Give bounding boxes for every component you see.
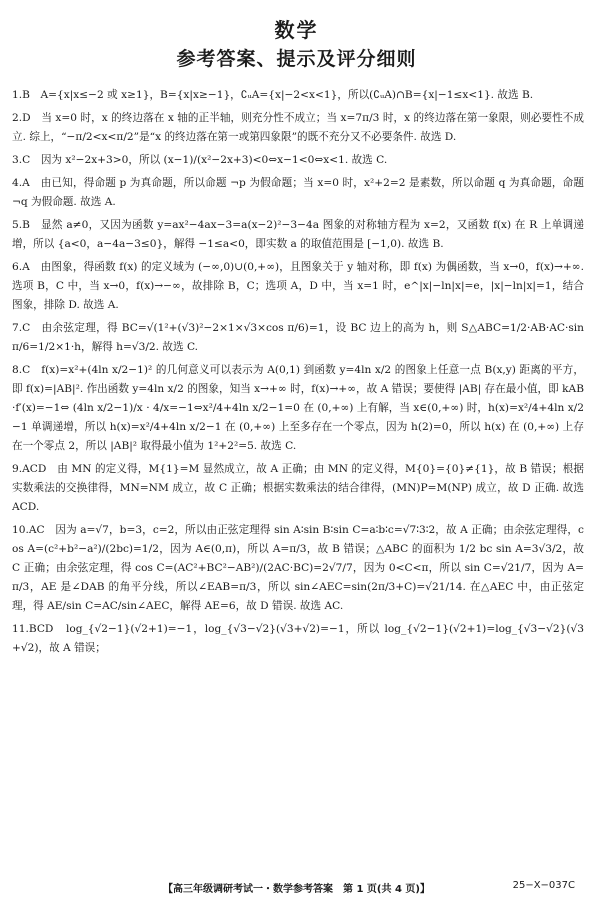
- page-subtitle: 参考答案、提示及评分细则: [176, 48, 417, 70]
- footer-page-info: 【高三年级调研考试一・数学参考答案 第 1 页(共 4 页)】: [163, 884, 430, 895]
- answer-item: [12, 109, 584, 147]
- answer-text: 因为 x²−2x+3>0，所以 (x−1)/(x²−2x+3)<0⇔x−1<0⇔x<1. 故选 C.: [40, 154, 388, 166]
- answer-label: 1.B: [12, 89, 30, 101]
- answer-label: 7.C: [12, 322, 31, 334]
- answer-item: [12, 151, 584, 170]
- answer-label: 4.A: [12, 177, 30, 189]
- answer-item: [12, 460, 584, 517]
- answer-text: 当 x=0 时，x 的终边落在 x 轴的正半轴，则充分性不成立；当 x=7π/3 时，x 的终边落在第一象限，则必要性不成立. 综上，“−π/2<x<π/2”是“x 的终边落在第一或第四象限”的既不充分又不必要条件. 故选 D.: [12, 112, 584, 143]
- answer-label: 11.BCD: [12, 623, 54, 635]
- answer-item: [12, 319, 584, 357]
- answer-text: 显然 a≠0，又因为函数 y=ax²−4ax−3=a(x−2)²−3−4a 图象的对称轴方程为 x=2，又函数 f(x) 在 R 上单调递增，所以 {a<0，a−4a−3≤0}，解得 −1≤a<0，即实数 a 的取值范围是 [−1,0). 故选 B.: [12, 219, 584, 250]
- answer-label: 9.ACD: [12, 463, 47, 475]
- answer-item: [12, 258, 584, 315]
- answers-list: [12, 86, 584, 660]
- answer-text: 由已知，得命题 p 为真命题，所以命题 ¬p 为假命题；当 x=0 时，x²+2=2 是素数，所以命题 q 为真命题，命题 ¬q 为假命题. 故选 A.: [12, 177, 584, 208]
- page-footer: [0, 880, 593, 898]
- answer-label: 8.C: [12, 364, 31, 376]
- answer-label: 6.A: [12, 261, 30, 273]
- answer-item: [12, 216, 584, 254]
- answer-item: [12, 174, 584, 212]
- answer-text: 由余弦定理，得 BC=√(1²+(√3)²−2×1×√3×cos π/6)=1，设 BC 边上的高为 h，则 S△ABC=1/2·AB·AC·sin π/6=1/2×1·h，解得 h=√3/2. 故选 C.: [12, 322, 584, 353]
- answer-label: 5.B: [12, 219, 30, 231]
- answer-text: log_{√2−1}(√2+1)=−1，log_{√3−√2}(√3+√2)=−1，所以 log_{√2−1}(√2+1)=log_{√3−√2}(√3+√2)，故 A 错误；: [12, 623, 584, 654]
- answer-text: 由图象，得函数 f(x) 的定义域为 (−∞,0)∪(0,+∞)，且图象关于 y 轴对称，即 f(x) 为偶函数，当 x→0，f(x)→+∞. 选项 B，C 中，当 x→0，f(x)→−∞，故排除 B，C；选项 A，D 中，当 x=1 时，e^|x|−ln|x|=e，|x|−ln|x|=1，结合图象，排除 D. 故选 A.: [12, 261, 585, 311]
- answer-label: 3.C: [12, 154, 31, 166]
- answer-label: 2.D: [12, 112, 31, 124]
- answer-label: 10.AC: [12, 524, 45, 536]
- footer-doc-code: 25−X−037C: [512, 880, 575, 891]
- answer-text: f(x)=x²+(4ln x/2−1)² 的几何意义可以表示为 A(0,1) 到函数 y=4ln x/2 的图象上任意一点 B(x,y) 距离的平方，即 f(x)=|AB|². 作出函数 y=4ln x/2 的图象，知当 x→+∞ 时，f(x)→+∞，故 A 错误；要使得 |AB| 存在最小值，即 kAB·f′(x)=−1⇔ (4ln x/2−1)/x · 4/x=−1⇔x²/4+4ln x/2−1=0 在 (0,+∞) 上有解，当 x∈(0,+∞) 时，h(x)=x²/4+4ln x/2−1 单调递增，所以 h(x)=x²/4+4ln x/2−1 在 (0,+∞) 上至多存在一个零点，因为 h(2)=0，所以 h(x) 在 (0,+∞) 上存在一个零点 2，所以 |AB|² 取得最小值为 1²+2²=5. 故选 C.: [12, 364, 585, 452]
- answer-text: A={x|x≤−2 或 x≥1}，B={x|x≥−1}，∁ᵤA={x|−2<x<1}，所以(∁ᵤA)∩B={x|−1≤x<1}. 故选 B.: [40, 89, 534, 101]
- answer-item: [12, 521, 584, 616]
- page-title: 数学: [274, 18, 319, 42]
- answer-text: 由 MN 的定义得，M{1}=M 显然成立，故 A 正确；由 MN 的定义得，M{0}={0}≠{1}，故 B 错误；根据实数乘法的交换律得，MN=NM 成立，故 C 正确；根据实数乘法的结合律得，(MN)P=M(NP) 成立，故 D 正确. 故选 ACD.: [12, 463, 585, 513]
- answer-item: [12, 86, 584, 105]
- answer-item: [12, 620, 584, 658]
- answer-item: [12, 361, 584, 456]
- answer-text: 因为 a=√7，b=3，c=2，所以由正弦定理得 sin A∶sin B∶sin C=a∶b∶c=√7∶3∶2，故 A 正确；由余弦定理得，cos A=(c²+b²−a²)/(2bc)=1/2，因为 A∈(0,π)，所以 A=π/3，故 B 错误；△ABC 的面积为 1/2 bc sin A=3√3/2，故 C 正确；由余弦定理，得 cos C=(AC²+BC²−AB²)/(2AC·BC)=2√7/7，因为 0<C<π，所以 sin C=√21/7，因为 A=π/3，AE 是∠DAB 的角平分线，所以∠EAB=π/3，所以 sin∠AEC=sin(2π/3+C)=√21/14. 在△AEC 中，由正弦定理，得 AE/sin C=AC/sin∠AEC，解得 AE=6，故 D 错误. 故选 AC.: [12, 524, 584, 612]
